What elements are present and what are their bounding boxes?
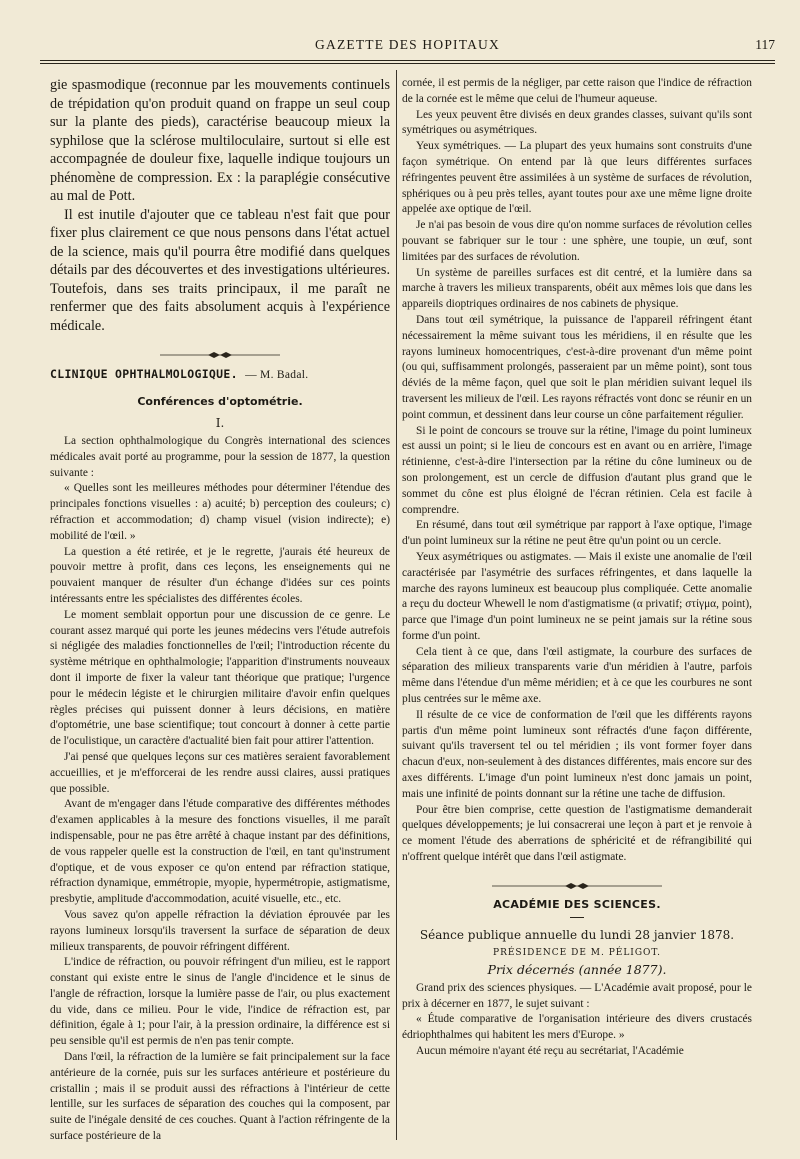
body-paragraph: Si le point de concours se trouve sur la rétine, l'image du point lumineux est aussi un point; si le lieu de concours est en avant ou en arrière, l'image rétinienne, c'est-à-dire l'intersection par la rétine du cône lumineux ou de son prolongement, est un cercle de diffusion d'autant plus grand que le sommet du cône est plus éloigné de l'écran rétinien. Cela est facile à comprendre.	[402, 424, 752, 516]
body-paragraph: L'indice de réfraction, ou pouvoir réfringent d'un milieu, est le rapport constant qui existe entre le sinus de l'angle d'incidence et le sinus de l'angle de réfraction, lorsque la lumière passe de l'air, ou plus exactement du vide, dans ce milieu. Pour le vide, l'indice de réfraction est, par définition, égale à 1; pour l'air, à la pression ordinaire, la différence est si peu sensible qu'il est permis de n'en pas tenir compte.	[50, 956, 390, 1048]
intro-paragraph-1: gie spasmodique (reconnue par les mouvements continuels de trépidation qu'on produit quand on frappe un seul coup sur la plante des pieds), caractérise beaucoup mieux la syphilose que la sclérose multiloculaire, surtout si elle est accompagnée de douleur fixe, laquelle indique toujours un phénomène de compression. Ex : la paraplégie consécutive au mal de Pott.	[50, 77, 390, 204]
column-divider	[396, 70, 397, 1140]
right-column	[402, 76, 752, 1060]
body-paragraph: J'ai pensé que quelques leçons sur ces matières seraient favorablement accueillies, et je m'efforcerai de les rendre aussi claires, aussi pratiques que possible.	[50, 750, 390, 795]
body-paragraph: Dans l'œil, la réfraction de la lumière se fait principalement sur la face antérieure de la cornée, puis sur les surfaces antérieure et postérieure du cristallin ; mais il se produit aussi des réfractions à l'intérieur de cette lentille, sur les surfaces de séparation des couches qui la composent, par suite de l'inégale densité de ces couches. Quant à l'action réfringente de la surface postérieure de la	[50, 1051, 390, 1143]
header-rule-top	[40, 60, 775, 61]
body-paragraph: « Étude comparative de l'organisation intérieure des divers crustacés édriophthalmes qui habitent les mers d'Europe. »	[402, 1013, 752, 1042]
prix-heading: Prix décernés (année 1877).	[487, 961, 667, 977]
page-header	[40, 37, 775, 57]
journal-title: GAZETTE DES HOPITAUX	[315, 37, 500, 52]
body-paragraph: Pour être bien comprise, cette question de l'astigmatisme demanderait quelques développements; je lui consacrerai une leçon à part et je renvoie à ce moment l'étude des aberrations de sphéricité et de réfrangibilité qui n'offrent quelque intérêt que dans l'œil astigmate.	[402, 803, 752, 864]
presidence-line: PRÉSIDENCE DE M. PÉLIGOT.	[493, 947, 661, 958]
separator-ornament	[402, 876, 752, 886]
body-paragraph: Grand prix des sciences physiques. — L'Académie avait proposé, pour le prix à décerner en 1877, le sujet suivant :	[402, 981, 752, 1010]
body-paragraph: Il résulte de ce vice de conformation de l'œil que les différents rayons partis d'un même point lumineux sont réfractés d'une façon différente, suivant qu'ils traversent tel ou tel méridien ; ils vont former foyer dans chacun d'eux, non-seulement à des distances différentes, mais encore sur des axes différents. L'image d'un point lumineux n'est donc jamais un point, mais une infinité de points donnant sur la rétine une tache de diffusion.	[402, 708, 752, 800]
body-paragraph: Un système de pareilles surfaces est dit centré, et la lumière dans sa marche à travers les milieux transparents, obéit aux mêmes lois que dans les appareils dioptriques ordinaires de nos cabinets de physique.	[402, 266, 752, 311]
section-heading	[50, 367, 390, 381]
body-paragraph: La section ophthalmologique du Congrès international des sciences médicales avait porté au programme, pour la session de 1877, la question suivante :	[50, 435, 390, 479]
body-paragraph: Les yeux peuvent être divisés en deux grandes classes, suivant qu'ils sont symétriques ou asymétriques.	[402, 108, 752, 137]
short-rule	[570, 917, 584, 918]
body-paragraph: Yeux symétriques. — La plupart des yeux humains sont construits d'une façon symétrique. On entend par là que leurs différentes surfaces réfringentes peuvent être assimilées à un système de surfaces de révolution, sphériques ou à peu près telles, ayant toutes pour axe une même ligne droite appelée axe optique de l'œil.	[402, 140, 752, 216]
intro-paragraph-2: Il est inutile d'ajouter que ce tableau n'est fait que pour fixer plus clairement ce que nous pensons dans l'état actuel de la science, mais qu'il pourra être modifié dans quelques détails par des découvertes et des investigations ultérieures. Toutefois, dans ses traits principaux, il me paraît ne renfermer que des faits absolument acquis à l'expérience médicale.	[50, 206, 390, 334]
section-author: — M. Badal.	[245, 369, 309, 381]
section-number: I.	[215, 416, 225, 430]
section-subtitle: Conférences d'optométrie.	[137, 395, 303, 408]
body-paragraph: Cela tient à ce que, dans l'œil astigmate, la courbure des surfaces de séparation des milieux transparents varie d'un méridien à l'autre, parfois même dans l'étendue d'un même méridien; et à ce que les courbures ne sont plus centrées sur le même axe.	[402, 645, 752, 706]
academy-title: ACADÉMIE DES SCIENCES.	[493, 897, 661, 911]
separator-ornament	[50, 345, 390, 355]
left-column	[50, 76, 390, 1145]
body-paragraph: La question a été retirée, et je le regrette, j'aurais été heureux de pouvoir mettre à profit, dans ces leçons, les enseignements qui ne pouvaient manquer de résulter d'un échange d'idées sur ces points intéressants entre les spécialistes des différentes écoles.	[50, 545, 390, 605]
body-paragraph: cornée, il est permis de la négliger, par cette raison que l'indice de réfraction de la cornée est le même que celui de l'humeur aqueuse.	[402, 77, 752, 105]
body-paragraph: Dans tout œil symétrique, la puissance de l'appareil réfringent étant nécessairement la même suivant tous les méridiens, il en résulte que les rayons lumineux homocentriques, c'est-à-dire provenant d'un même point (ou qui, suffisamment prolongés, passeraient par un même point), sont tous déviés de la même façon, quel que soit le plan méridien suivant lequel ils traversent les milieux de l'œil. Les rayons réfractés vont donc se réunir en un point commun, et dessinent dans leur course un cône parfaitement régulier.	[402, 313, 752, 421]
session-line: Séance publique annuelle du lundi 28 janvier 1878.	[419, 927, 735, 942]
section-title: CLINIQUE OPHTHALMOLOGIQUE.	[50, 367, 238, 381]
body-paragraph: Avant de m'engager dans l'étude comparative des différentes méthodes d'examen applicables à la mesure des fonctions visuelles, il me paraît indispensable, pour ne pas être arrêté à chaque instant par des définitions, de vous rappeler quelle est la construction de l'œil, en tant qu'instrument d'optique, et de vous exposer ce qu'on entend par réfraction statique, réfraction dynamique, emmétropie, myopie, hypermétropie, astigmatisme, presbytie, amplitude d'accommodation, acuité visuelle, etc., etc.	[50, 798, 390, 906]
body-paragraph: En résumé, dans tout œil symétrique par rapport à l'axe optique, l'image d'un point lumineux sur la rétine ne peut être qu'un point ou un cercle.	[402, 519, 752, 548]
body-paragraph: Le moment semblait opportun pour une discussion de ce genre. Le courant assez marqué qui porte les jeunes médecins vers l'étude autrefois si négligée des maladies fonctionnelles de l'œil; l'introduction récente du système métrique en ophthalmologie; l'apparition d'instruments nouveaux dont il importe de fixer la valeur tant théorique que pratique; l'urgence pour le médecin légiste et le chirurgien militaire d'avoir enfin quelques règles précises qui puissent donner à leurs décisions, en matière d'optométrie, une base scientifique; tout concourt à donner à cette partie de l'oculistique, un caractère d'actualité bien fait pour attirer l'attention.	[50, 608, 390, 748]
header-rule-bottom	[40, 63, 775, 64]
body-paragraph: Yeux asymétriques ou astigmates. — Mais il existe une anomalie de l'œil caractérisée par l'asymétrie des surfaces réfringentes, et dans laquelle la marche des rayons lumineux est beaucoup plus compliquée. Cette anomalie a reçu du docteur Whewell le nom d'astigmatisme (α privatif; στίγμα, point), parce que l'image d'un point lumineux ne se peint jamais sur la rétine sous forme d'un point.	[402, 550, 752, 642]
body-paragraph: « Quelles sont les meilleures méthodes pour déterminer l'étendue des principales fonctions visuelles : a) acuité; b) perception des couleurs; c) réfraction et accommodation; d) champ visuel (vision indirecte); e) mobilité de l'œil. »	[50, 482, 390, 542]
body-paragraph: Vous savez qu'on appelle réfraction la déviation éprouvée par les rayons lumineux lorsqu'ils traversent la surface de séparation de deux milieux transparents, de pouvoir réfringent différent.	[50, 908, 390, 953]
body-paragraph: Aucun mémoire n'ayant été reçu au secrétariat, l'Académie	[416, 1045, 684, 1058]
body-paragraph: Je n'ai pas besoin de vous dire qu'on nomme surfaces de révolution celles pouvant se fabriquer sur le tour : une sphère, une toupie, un œuf, sont limitées par des surfaces de révolution.	[402, 219, 752, 263]
page-number: 117	[755, 37, 775, 52]
